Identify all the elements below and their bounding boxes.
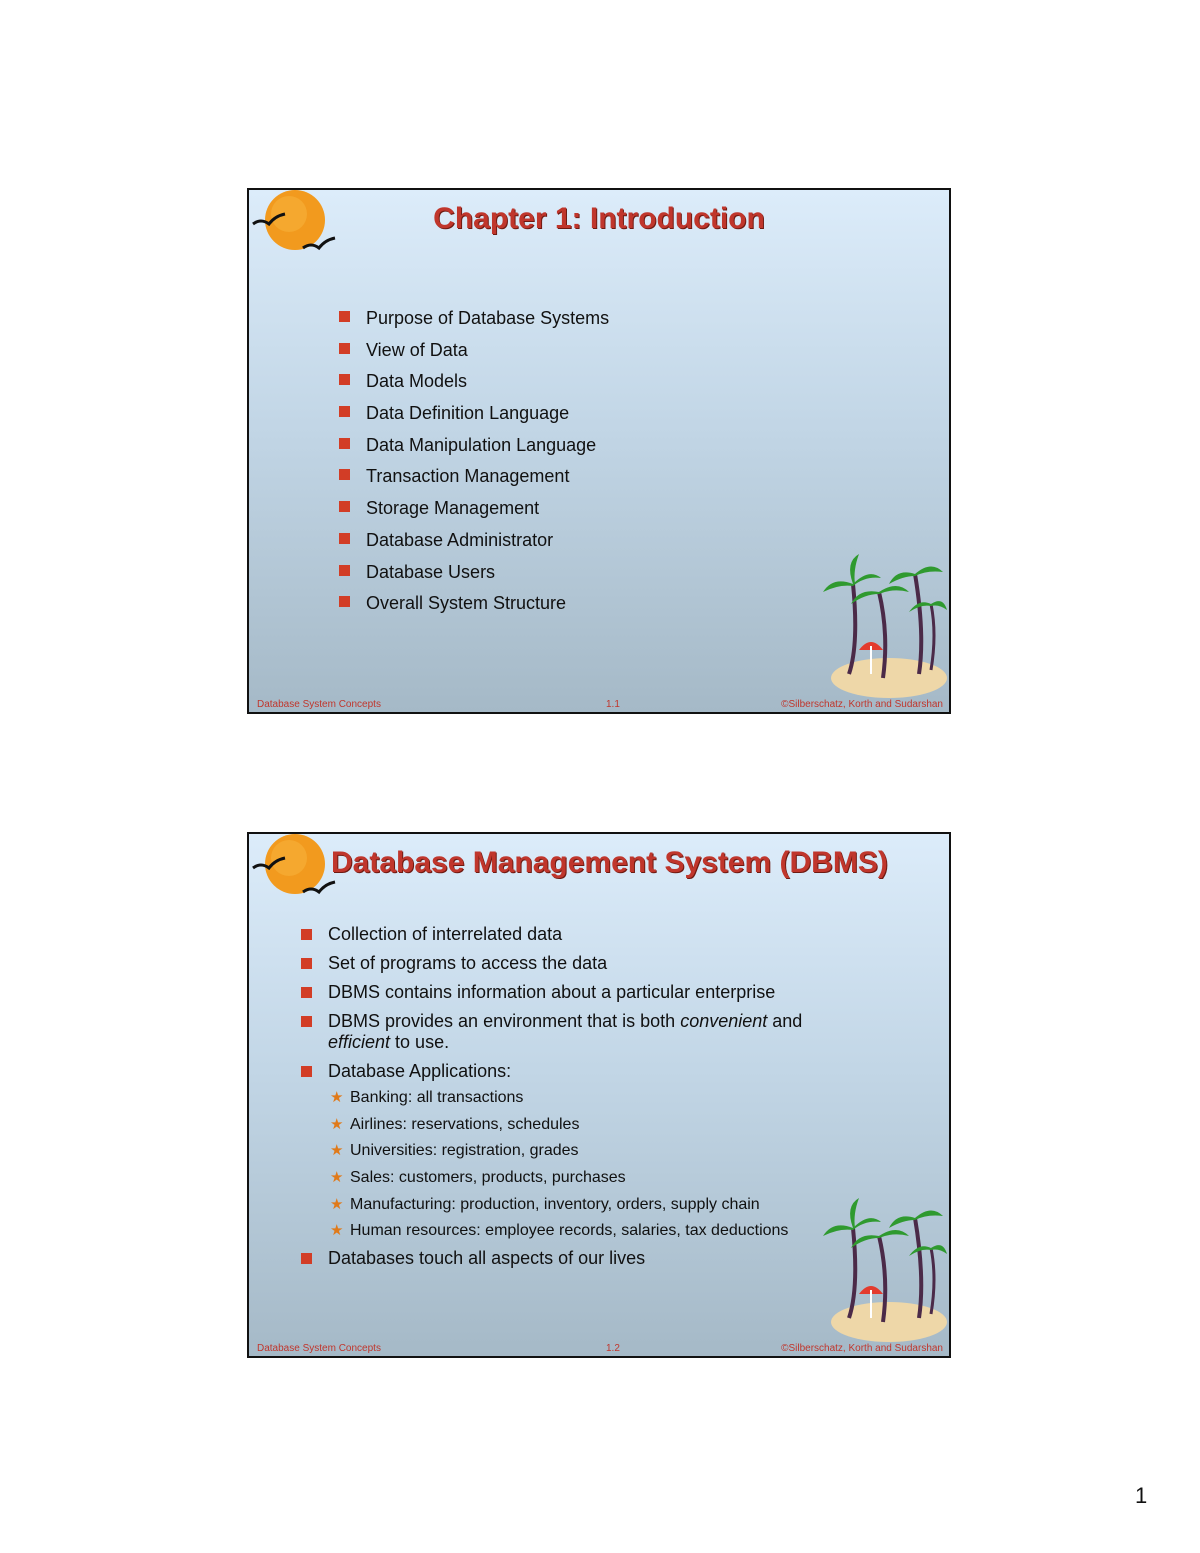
list-item: ★ Human resources: employee records, salaries, tax deductions (330, 1222, 789, 1240)
square-bullet-icon (301, 1016, 312, 1027)
square-bullet-icon (301, 1253, 312, 1264)
square-bullet-icon (339, 406, 350, 417)
footer-left: Database System Concepts (257, 1343, 381, 1354)
list-item: Transaction Management (339, 464, 609, 496)
list-item: View of Data (339, 338, 609, 370)
square-bullet-icon (339, 533, 350, 544)
footer-slide-number: 1.1 (606, 699, 620, 710)
square-bullet-icon (339, 438, 350, 449)
slide-title: Chapter 1: Introduction (433, 202, 765, 235)
list-item: Data Definition Language (339, 401, 609, 433)
list-item: DBMS contains information about a particular enterprise (301, 982, 861, 1003)
square-bullet-icon (301, 958, 312, 969)
list-item: Overall System Structure (339, 591, 609, 623)
list-item: ★ Airlines: reservations, schedules (330, 1115, 580, 1133)
square-bullet-icon (339, 311, 350, 322)
star-bullet-icon: ★ (330, 1089, 344, 1106)
square-bullet-icon (339, 596, 350, 607)
footer-copyright: ©Silberschatz, Korth and Sudarshan (781, 699, 943, 710)
square-bullet-icon (339, 343, 350, 354)
square-bullet-icon (339, 565, 350, 576)
list-item: Database Users (339, 560, 609, 592)
star-bullet-icon: ★ (330, 1169, 344, 1187)
list-item: DBMS provides an environment that is both convenient and efficient to use. (301, 1011, 861, 1053)
footer-slide-number: 1.2 (606, 1343, 620, 1354)
bullet-list (339, 306, 609, 623)
applications-list (328, 1088, 861, 1240)
list-item: Databases touch all aspects of our lives (301, 1248, 861, 1269)
list-item: ★ Manufacturing: production, inventory, orders, supply chain (330, 1195, 760, 1213)
square-bullet-icon (339, 469, 350, 480)
list-item: ★ Sales: customers, products, purchases (330, 1169, 626, 1187)
footer-left: Database System Concepts (257, 699, 381, 710)
star-bullet-icon: ★ (330, 1195, 344, 1213)
palm-island-icon (819, 1198, 947, 1344)
square-bullet-icon (301, 1066, 312, 1077)
list-item: ★ Banking: all transactions (330, 1089, 524, 1106)
list-item: ★ Universities: registration, grades (330, 1142, 579, 1160)
slide-dbms (247, 832, 951, 1358)
bullet-list (301, 924, 861, 1277)
star-bullet-icon: ★ (330, 1115, 344, 1133)
palm-island-icon (819, 554, 947, 700)
list-item: Data Manipulation Language (339, 433, 609, 465)
list-item: Set of programs to access the data (301, 953, 861, 974)
star-bullet-icon: ★ (330, 1142, 344, 1160)
star-bullet-icon: ★ (330, 1222, 344, 1240)
list-item: Data Models (339, 369, 609, 401)
page-number: 1 (1135, 1483, 1148, 1508)
list-item: Collection of interrelated data (301, 924, 861, 945)
square-bullet-icon (301, 929, 312, 940)
square-bullet-icon (301, 987, 312, 998)
list-item: Storage Management (339, 496, 609, 528)
slide-title: Database Management System (DBMS) (331, 846, 888, 879)
list-item: Database Applications: ★ Banking: all transactions ★ Airlines: reservations, schedules ★ Universities: registration, grades ★ Sales: customers, products, purchases ★ Manufacturing: production, inventory, orders, supply chain ★ Human resources: employee records, salaries, tax deductions (301, 1061, 861, 1240)
square-bullet-icon (339, 501, 350, 512)
slide-chapter-introduction (247, 188, 951, 714)
sun-birds-icon (249, 834, 339, 904)
list-item: Purpose of Database Systems (339, 306, 609, 338)
square-bullet-icon (339, 374, 350, 385)
list-item: Database Administrator (339, 528, 609, 560)
footer-copyright: ©Silberschatz, Korth and Sudarshan (781, 1343, 943, 1354)
